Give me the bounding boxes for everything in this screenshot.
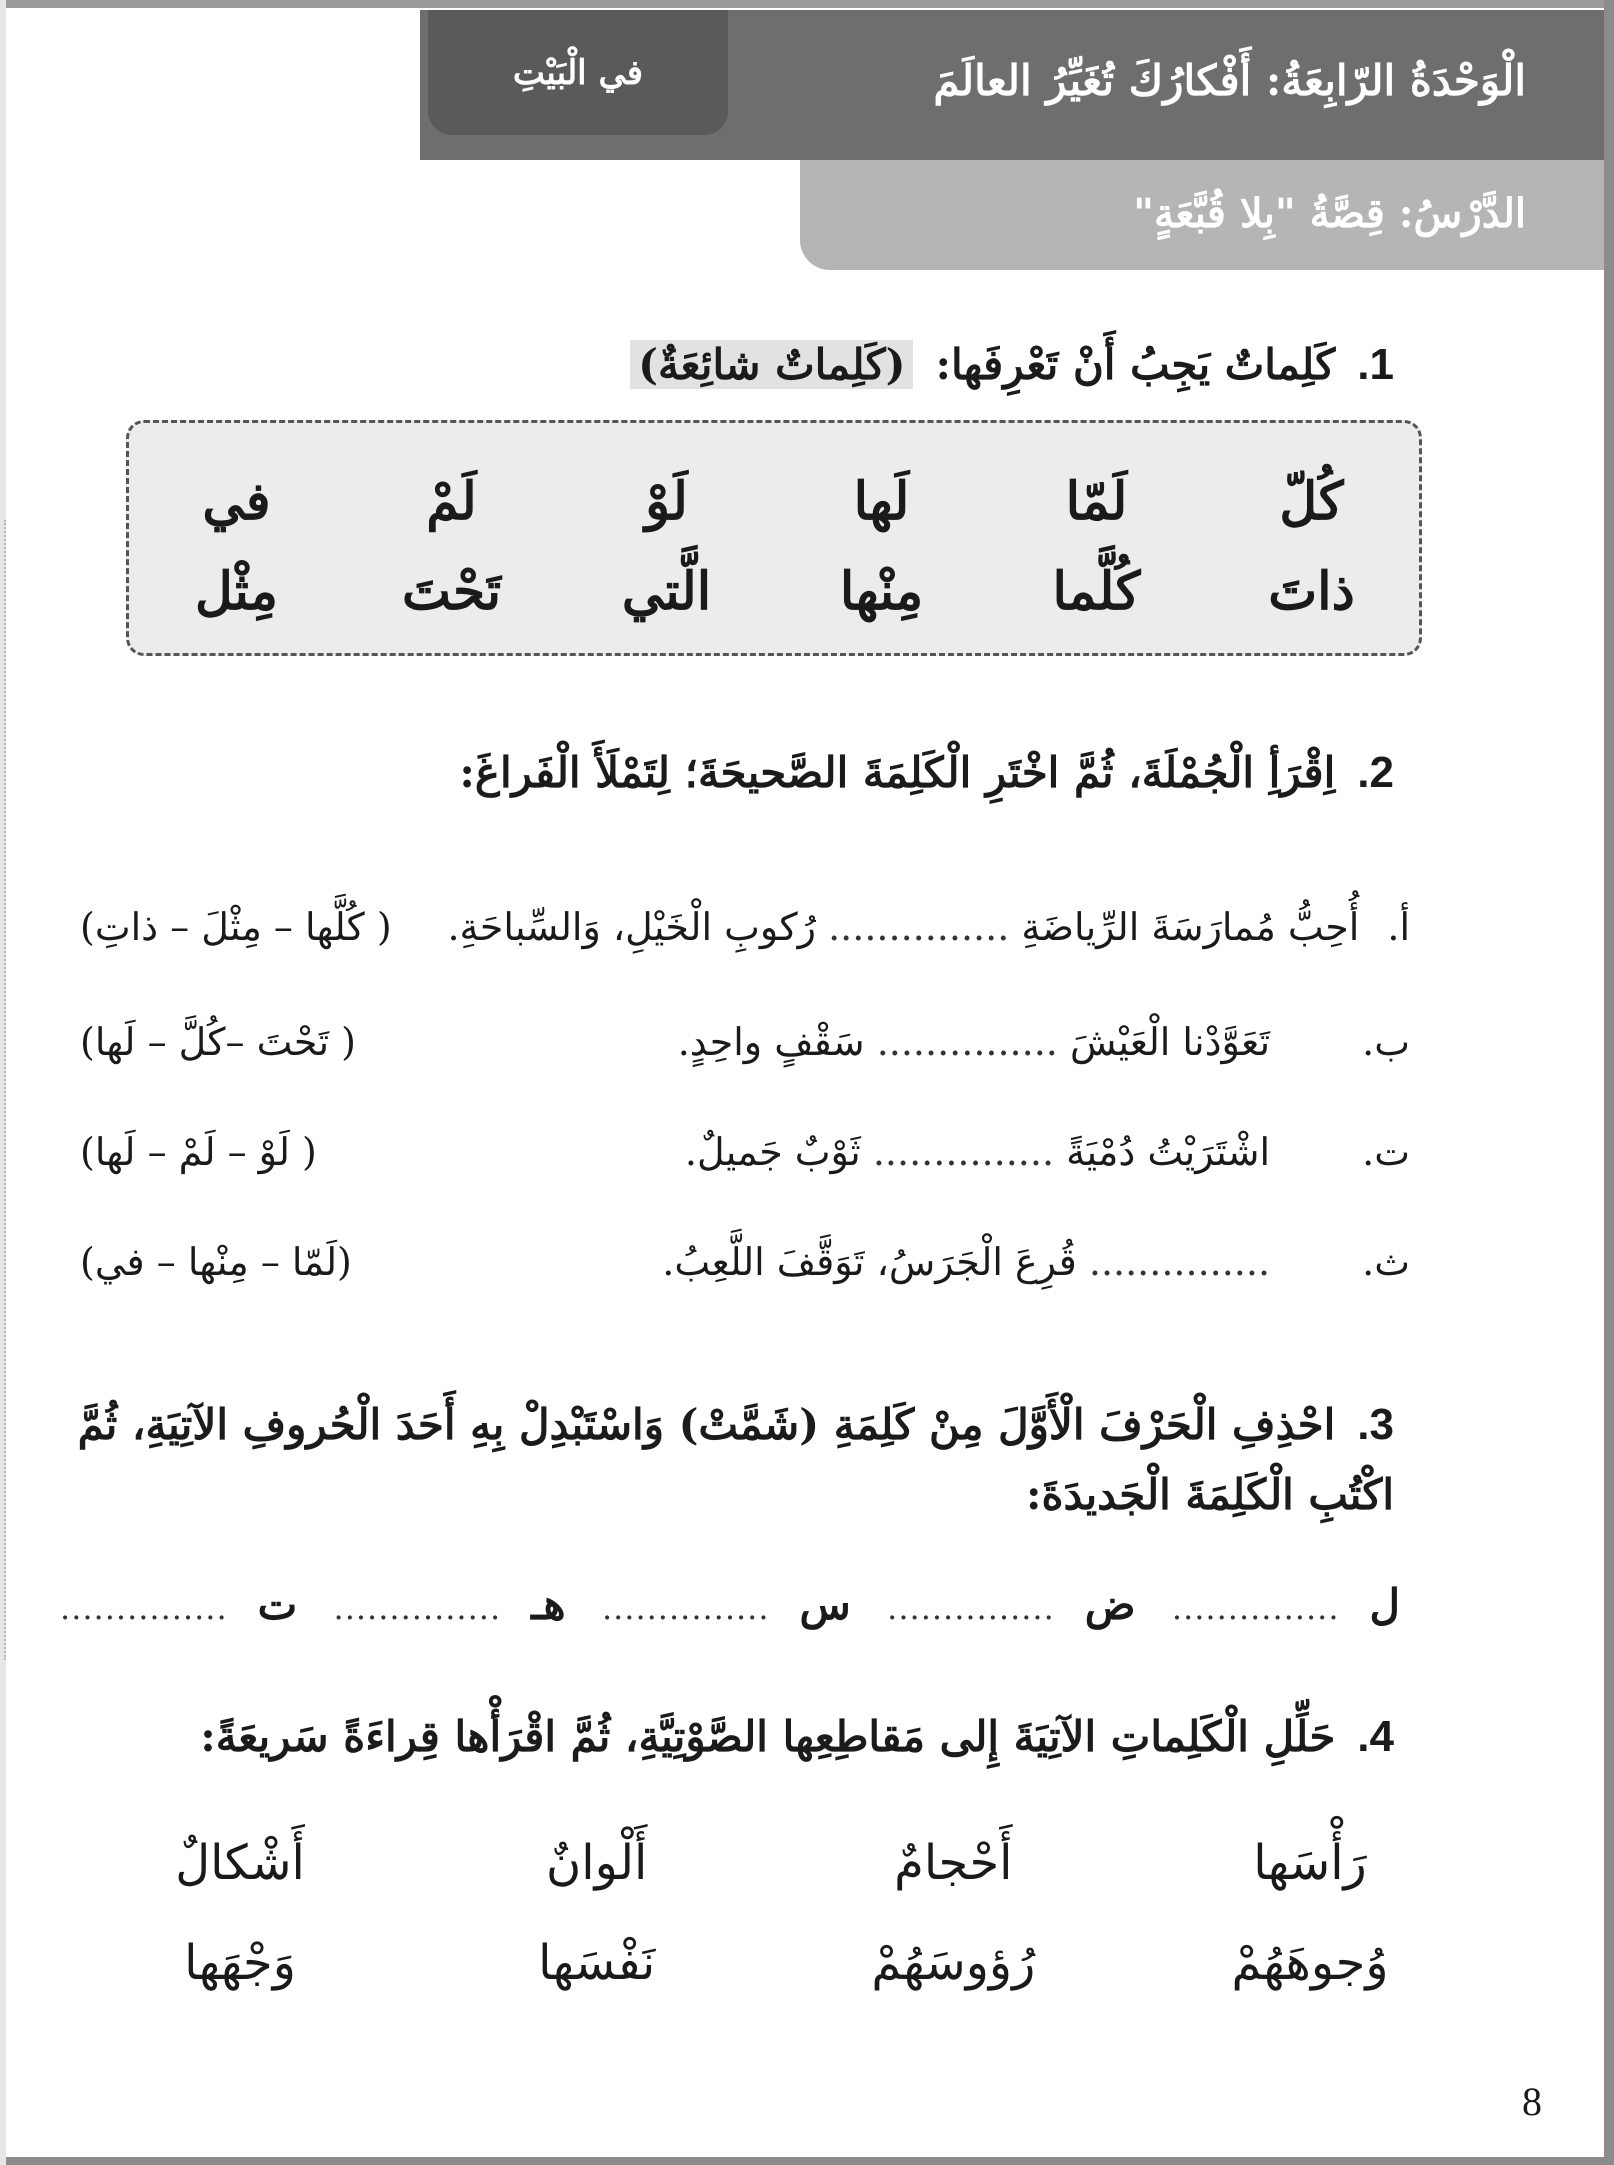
sentence-label: ت. (1362, 1130, 1410, 1174)
syllable-words-row-1 (140, 1835, 1410, 1891)
sentence-b (80, 1020, 1410, 1064)
letter-answer-blank[interactable]: ............... (333, 1589, 502, 1627)
sentence-before: تَعَوَّدْنا الْعَيْشَ (1069, 1020, 1271, 1064)
home-tab (428, 10, 728, 135)
syllable-word: أَحْجامٌ (894, 1835, 1013, 1891)
common-word: لَمْ (426, 471, 477, 532)
letter: ل (1369, 1580, 1400, 1629)
question-1-number: 1. (1357, 340, 1394, 389)
common-word: مِنْها (839, 561, 924, 622)
question-4-heading (200, 1712, 1394, 1762)
sentence-th (80, 1240, 1410, 1284)
syllable-word: نَفْسَها (538, 1935, 656, 1991)
question-4-text: حَلِّلِ الْكَلِماتِ الآتِيَةَ إِلى مَقاطِعِها الصَّوْتِيَّةِ، ثُمَّ اقْرَأْها قِراءَةً سَريعَةً: (200, 1712, 1336, 1761)
fill-blank[interactable]: ............... (876, 1020, 1058, 1064)
common-word: كُلّ (1279, 471, 1344, 532)
common-word: ذاتَ (1268, 561, 1355, 622)
page-number: 8 (1522, 2079, 1542, 2124)
question-1-highlight: (كَلِماتٌ شائِعَةٌ) (630, 340, 913, 389)
question-3-line-1: احْذِفِ الْحَرْفَ الْأَوَّلَ مِنْ كَلِمَةِ (شَمَّتْ) وَاسْتَبْدِلْ بِهِ أَحَدَ الْحُروفِ الآتِيَةِ، ثُمَّ (77, 1400, 1336, 1449)
syllable-word: أَلْوانٌ (546, 1835, 648, 1891)
letter: ت (257, 1580, 298, 1629)
syllable-word: رَأْسَها (1253, 1835, 1367, 1891)
scan-border-top (0, 0, 1614, 8)
letter-answer-blank[interactable]: ............... (887, 1589, 1055, 1627)
common-word: الَّتي (621, 561, 712, 622)
unit-title: الْوَحْدَةُ الرّابِعَةُ: أَفْكارُكَ تُغَيِّرُ العالَمَ (933, 56, 1526, 105)
letter: ض (1084, 1580, 1136, 1629)
fill-blank[interactable]: ............... (872, 1130, 1055, 1174)
replacement-letters-row (60, 1580, 1400, 1629)
sentence-a (80, 905, 1410, 949)
letter-option (60, 1580, 297, 1629)
sentence-after: سَقْفٍ واحِدٍ. (677, 1020, 865, 1064)
lesson-title: الدَّرْسُ: قِصَّةُ "بِلا قُبَّعَةٍ" (1133, 190, 1526, 237)
letter-answer-blank[interactable]: ............... (601, 1589, 770, 1627)
common-words-row-1 (129, 471, 1419, 532)
sentence-after: ثَوْبٌ جَميلٌ. (684, 1130, 861, 1174)
sentence-label: ب. (1362, 1020, 1410, 1064)
sentence-choices: ( لَوْ – لَمْ – لَها) (80, 1130, 317, 1174)
common-word: مِثْل (195, 561, 278, 622)
sentence-after: قُرِعَ الْجَرَسُ، تَوَقَّفَ اللَّعِبُ. (662, 1240, 1077, 1284)
common-words-row-2 (129, 561, 1419, 622)
common-word: لَمّا (1065, 471, 1128, 532)
letter: س (799, 1580, 851, 1629)
question-3-heading-line-2 (1026, 1470, 1394, 1519)
question-3-heading (78, 1400, 1394, 1450)
sentence-label: ث. (1362, 1240, 1410, 1284)
question-3-line-2: اكْتُبِ الْكَلِمَةَ الْجَديدَةَ: (1025, 1470, 1394, 1519)
scan-border-right (1604, 0, 1614, 2165)
question-1-heading (630, 340, 1394, 390)
scan-border-bottom (0, 2157, 1614, 2165)
letter-answer-blank[interactable]: ............... (60, 1589, 228, 1627)
question-4-number: 4. (1357, 1712, 1394, 1761)
common-word: تَحْتَ (401, 561, 502, 622)
syllable-word: رُؤوسَهُمْ (871, 1935, 1036, 1991)
fill-blank[interactable]: ............... (1088, 1240, 1271, 1284)
letter-answer-blank[interactable]: ............... (1171, 1589, 1340, 1627)
syllable-word: أَشْكالٌ (175, 1835, 305, 1891)
letter-option (887, 1580, 1135, 1629)
sentence-before: أُحِبُّ مُمارَسَةَ الرِّياضَةِ (1021, 905, 1360, 949)
sentence-choices: ( كُلَّها – مِثْلَ – ذاتِ) (80, 905, 392, 949)
question-2-text: اِقْرَأِ الْجُمْلَةَ، ثُمَّ اخْتَرِ الْكَلِمَةَ الصَّحيحَةَ؛ لِتَمْلَأَ الْفَراغَ: (459, 748, 1336, 797)
syllable-words-row-2 (140, 1935, 1410, 1991)
sentence-t (80, 1130, 1410, 1174)
sentence-after: رُكوبِ الْخَيْلِ، وَالسِّباحَةِ. (447, 905, 816, 949)
fill-blank[interactable]: ............... (828, 905, 1010, 949)
question-1-text: كَلِماتٌ يَجِبُ أَنْ تَعْرِفَها: (935, 340, 1336, 389)
question-2-number: 2. (1357, 748, 1394, 797)
question-2-heading (459, 748, 1394, 798)
common-word: لَها (853, 471, 910, 532)
sentence-choices: (لَمّا – مِنْها – في) (80, 1240, 352, 1284)
letter-option (1172, 1580, 1400, 1629)
sentence-before: اشْتَرَيْتُ دُمْيَةً (1066, 1130, 1271, 1174)
binding-margin-marks (4, 520, 20, 1660)
sentence-choices: ( تَحْتَ –كُلَّ – لَها) (80, 1020, 356, 1064)
home-tab-label: في الْبَيْتِ (512, 52, 644, 93)
syllable-word: وُجوهَهُمْ (1231, 1935, 1389, 1991)
sentence-label: أ. (1387, 905, 1410, 949)
letter: هـ (531, 1580, 566, 1629)
common-word: كُلَّما (1052, 561, 1141, 622)
question-3-number: 3. (1357, 1400, 1394, 1449)
common-word: لَوْ (645, 471, 688, 532)
common-words-box (126, 420, 1422, 656)
letter-option (602, 1580, 851, 1629)
syllable-word: وَجْهَها (184, 1935, 296, 1991)
common-word: في (202, 471, 271, 532)
letter-option (334, 1580, 566, 1629)
